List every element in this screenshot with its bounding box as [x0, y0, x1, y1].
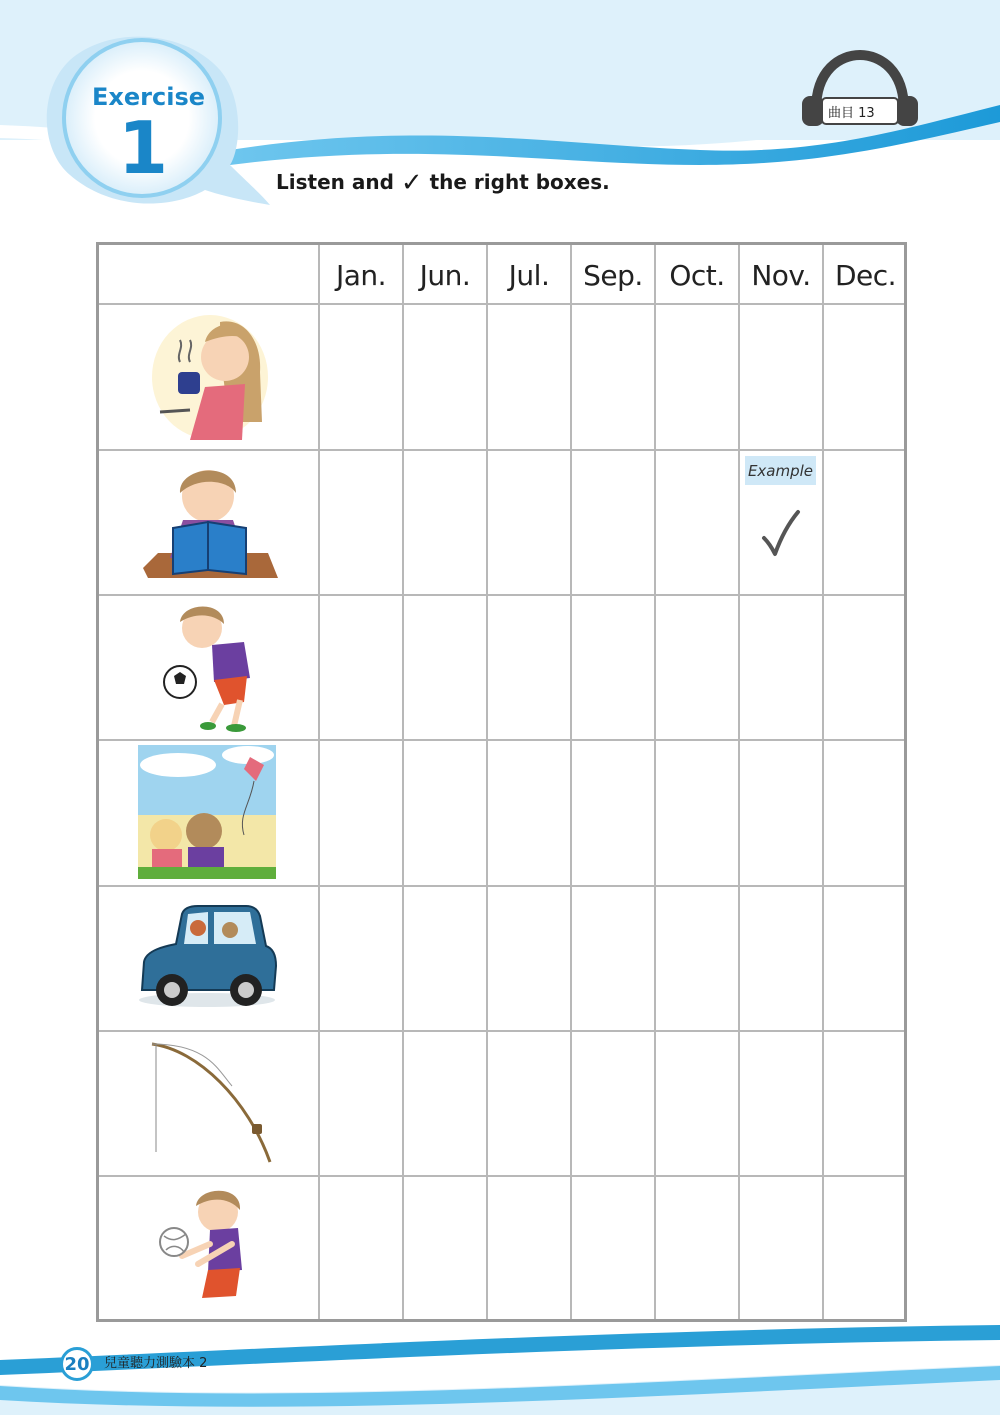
book-title: 兒童聽力測驗本 2 — [104, 1356, 208, 1371]
month-header-nov: Nov. — [751, 258, 811, 292]
page-number: 20 — [60, 1347, 94, 1381]
boy-playing-football-icon — [152, 600, 274, 732]
tick-glyph: ✓ — [400, 168, 423, 198]
grid-line — [99, 1030, 904, 1032]
grid-line — [486, 245, 488, 1319]
grid-line — [99, 1175, 904, 1177]
boy-playing-volleyball-icon — [152, 1184, 270, 1312]
track-label: 曲目 13 — [828, 106, 875, 121]
example-check-icon — [758, 508, 802, 560]
girl-drinking-tea-icon — [150, 312, 270, 442]
example-label: Example — [745, 456, 816, 485]
grid-line — [99, 739, 904, 741]
grid-line — [99, 449, 904, 451]
month-header-sep: Sep. — [583, 258, 643, 292]
instruction — [276, 166, 610, 196]
month-header-oct: Oct. — [669, 258, 725, 292]
grid-line — [570, 245, 572, 1319]
exercise-number: 1 — [117, 106, 169, 190]
month-header-jun: Jun. — [419, 258, 471, 292]
grid-line — [654, 245, 656, 1319]
instruction-text-end: the right boxes. — [422, 170, 610, 194]
grid-line — [318, 245, 320, 1319]
grid-line — [822, 245, 824, 1319]
grid-line — [402, 245, 404, 1319]
month-header-jul: Jul. — [508, 258, 550, 292]
grid-line — [99, 885, 904, 887]
fishing-rod-icon — [148, 1040, 276, 1168]
grid-line — [99, 594, 904, 596]
month-header-dec: Dec. — [834, 258, 897, 292]
grid-line — [738, 245, 740, 1319]
boy-reading-book-icon — [138, 458, 280, 586]
month-header-jan: Jan. — [335, 258, 387, 292]
family-in-car-icon — [136, 902, 278, 1010]
kids-flying-kite-icon — [138, 745, 276, 879]
exercise-label: Exercise — [92, 83, 206, 111]
instruction-text-start: Listen and — [276, 170, 401, 194]
